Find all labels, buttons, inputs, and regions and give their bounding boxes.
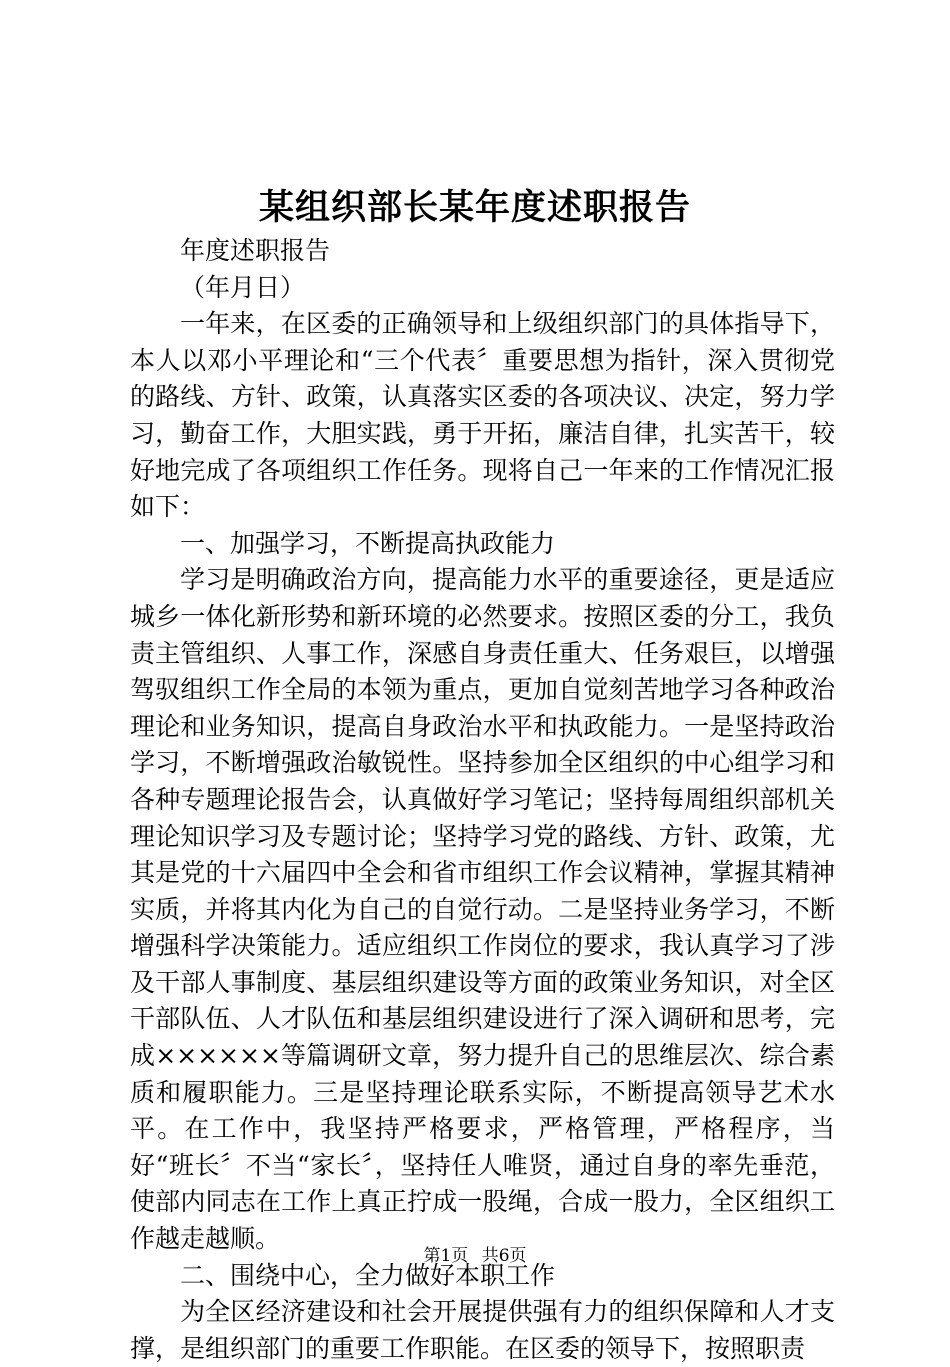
document-body <box>130 233 835 1367</box>
page-footer <box>0 1244 950 1268</box>
report-date: （年月日） <box>180 272 306 302</box>
report-subtitle: 年度述职报告 <box>180 236 331 265</box>
page-total: 共6页 <box>481 1246 527 1266</box>
document-title: 某组织部长某年度述职报告 <box>258 187 691 228</box>
section-1-paragraph: 学习是明确政治方向，提高能力水平的重要途径，更是适应城乡一体化新形势和新环境的必然要求。按照区委的分工，我负责主管组织、人事工作，深感自身责任重大、任务艰巨，以增强驾驭组织工作全局的本领为重点，更加自觉刻苦地学习各种政治理论和业务知识，提高自身政治水平和执政能力。一是坚持政治学习，不断增强政治敏锐性。坚持参加全区组织的中心组学习和各种专题理论报告会，认真做好学习笔记；坚持每周组织部机关理论知识学习及专题讨论；坚持学习党的路线、方针、政策，尤其是党的十六届四中全会和省市组织工作会议精神，掌握其精神实质，并将其内化为自己的自觉行动。二是坚持业务学习，不断增强科学决策能力。适应组织工作岗位的要求，我认真学习了涉及干部人事制度、基层组织建设等方面的政策业务知识，对全区干部队伍、人才队伍和基层组织建设进行了深入调研和思考，完成××××××等篇调研文章，努力提升自己的思维层次、综合素质和履职能力。三是坚持理论联系实际，不断提高领导艺术水平。在工作中，我坚持严格要求，严格管理，严格程序，当好“班长〞不当“家长〞，坚持任人唯贤，通过自身的率先垂范，使部内同志在工作上真正拧成一股绳，合成一股力，全区组织工作越走越顺。 <box>130 565 835 1254</box>
section-heading-2: 二、围绕中心，全力做好本职工作 <box>180 1260 556 1290</box>
section-heading-1: 一、加强学习，不断提高执政能力 <box>180 528 556 558</box>
intro-paragraph: 一年来，在区委的正确领导和上级组织部门的具体指导下，本人以邓小平理论和“三个代表〞重要思想为指针，深入贯彻党的路线、方针、政策，认真落实区委的各项决议、决定，努力学习，勤奋工作，大胆实践，勇于开拓，廉洁自律，扎实苦干，较好地完成了各项组织工作任务。现将自己一年来的工作情况汇报如下： <box>130 309 835 522</box>
page-number: 第1页 <box>423 1246 469 1266</box>
section-2-paragraph: 为全区经济建设和社会开展提供强有力的组织保障和人才支撑，是组织部门的重要工作职能。在区委的领导下，按照职责 <box>130 1297 835 1363</box>
